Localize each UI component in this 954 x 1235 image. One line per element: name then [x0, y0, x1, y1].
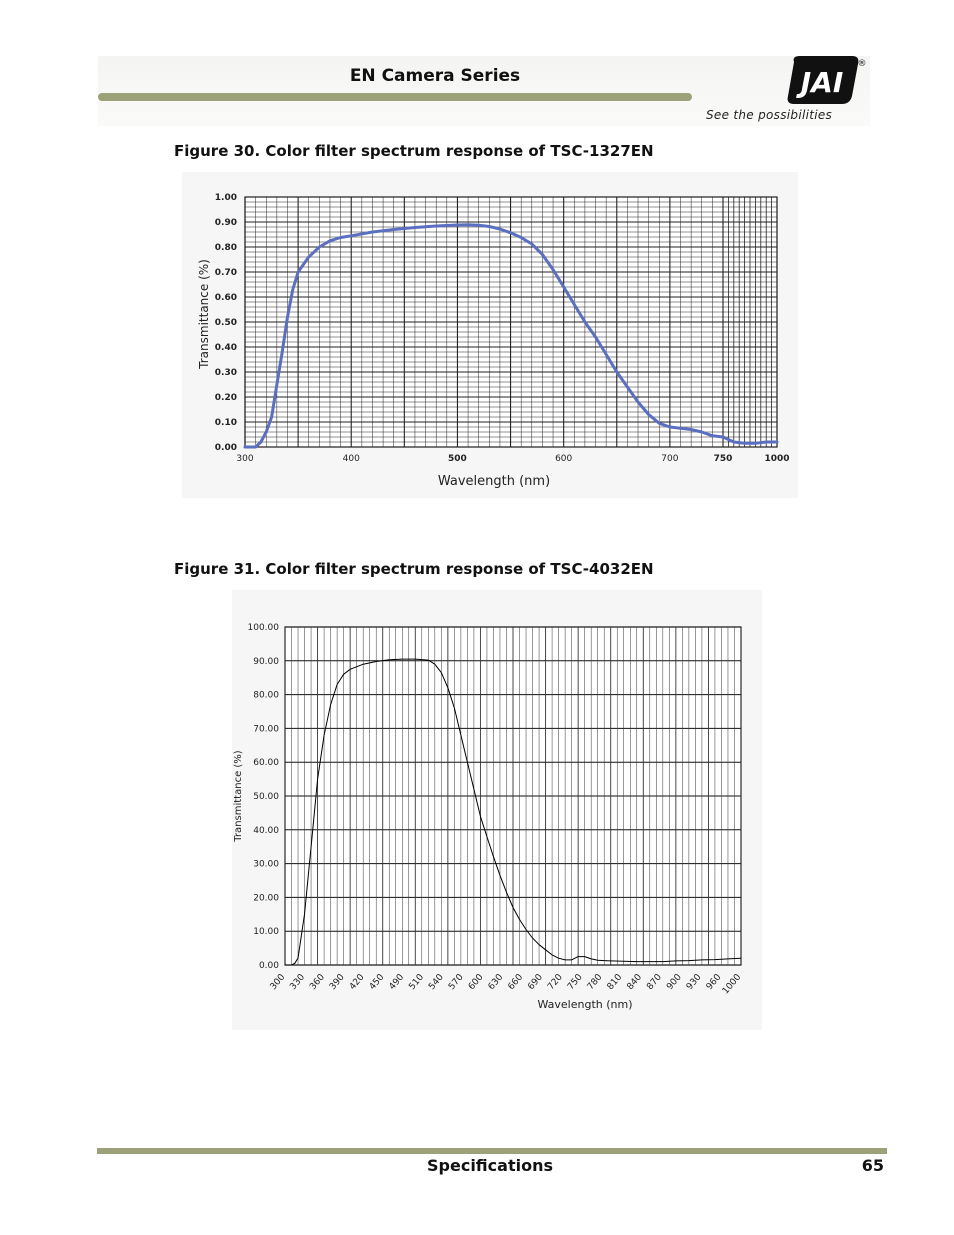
footer-rule	[97, 1148, 887, 1154]
jai-logo	[786, 54, 866, 106]
chart-2-xtick-label: 870	[645, 972, 664, 993]
chart-1-xlabel: Wavelength (nm)	[437, 474, 551, 489]
figure-30-chart	[182, 172, 798, 498]
chart-2-xtick-label: 510	[407, 972, 427, 993]
chart-2-xtick-label: 300	[268, 972, 288, 993]
chart-1-ytick-label: 0.20	[214, 393, 237, 403]
page-number: 65	[861, 1156, 884, 1175]
chart-1-ytick-label: 0.70	[214, 268, 237, 278]
chart-1-xtick-label: 1000	[764, 454, 790, 464]
chart-2-xtick-label: 960	[704, 972, 724, 993]
chart-2-xtick-label: 1000	[720, 972, 744, 997]
chart-2-xtick-label: 930	[684, 972, 704, 993]
chart-2-xtick-label: 810	[605, 972, 625, 993]
chart-2-xtick-label: 780	[585, 972, 605, 993]
chart-2-xtick-label: 490	[387, 972, 407, 993]
figure-31-chart	[232, 590, 762, 1030]
chart-2-xtick-label: 570	[447, 972, 466, 993]
chart-2-xtick-label: 600	[466, 972, 486, 993]
chart-2-svg	[232, 590, 762, 1030]
chart-2-xtick-label: 720	[546, 972, 565, 993]
chart-2-xtick-label: 450	[367, 972, 387, 993]
chart-2-xtick-label: 840	[625, 972, 645, 993]
chart-1-xtick-label: 400	[342, 454, 360, 464]
chart-2-xtick-label: 630	[486, 972, 506, 993]
chart-1-xtick-label: 750	[713, 454, 733, 464]
document-title: EN Camera Series	[349, 66, 521, 86]
chart-1-ytick-label: 0.90	[214, 218, 237, 228]
figure-31-caption: Figure 31. Color filter spectrum response of TSC-4032EN	[174, 560, 654, 578]
chart-1-xtick-label: 700	[661, 454, 679, 464]
chart-1-ytick-label: 0.40	[214, 343, 237, 353]
chart-2-xlabel: Wavelength (nm)	[537, 998, 633, 1011]
chart-2-xtick-label: 660	[506, 972, 526, 993]
chart-1-ylabel: Transmittance (%)	[197, 259, 211, 369]
chart-2-xtick-label: 390	[328, 972, 347, 993]
chart-1-ytick-label: 0.50	[214, 318, 237, 328]
chart-1-ytick-label: 0.80	[214, 243, 237, 253]
chart-2-ytick-label: 100.00	[247, 623, 279, 633]
chart-1-ytick-label: 0.00	[214, 443, 237, 453]
chart-1-xtick-label: 300	[236, 454, 254, 464]
chart-1-ytick-label: 0.60	[214, 293, 237, 303]
jai-logo-text: JAI	[800, 66, 844, 99]
chart-1-ytick-label: 1.00	[214, 193, 237, 203]
chart-2-xtick-label: 330	[288, 972, 308, 993]
registered-mark: ®	[857, 59, 866, 69]
chart-1-svg	[182, 172, 798, 498]
chart-2-xtick-label: 750	[565, 972, 585, 993]
tagline: See the possibilities	[706, 108, 833, 122]
chart-2-ytick-label: 80.00	[253, 690, 279, 701]
chart-2-ytick-label: 10.00	[253, 927, 279, 938]
chart-2-ytick-label: 40.00	[253, 825, 279, 836]
chart-2-xtick-label: 690	[526, 972, 546, 993]
chart-2-ytick-label: 20.00	[253, 893, 279, 904]
chart-2-ytick-label: 90.00	[253, 656, 279, 667]
chart-1-ytick-label: 0.10	[214, 418, 237, 428]
chart-2-ytick-label: 70.00	[253, 724, 279, 735]
chart-2-ytick-label: 30.00	[253, 859, 279, 870]
footer-section-title: Specifications	[427, 1156, 553, 1175]
chart-1-xtick-label: 500	[448, 454, 467, 464]
chart-2-ytick-label: 50.00	[253, 792, 279, 802]
figure-30-caption: Figure 30. Color filter spectrum response of TSC-1327EN	[174, 142, 654, 160]
chart-2-ylabel: Transmittance (%)	[233, 750, 244, 842]
header-rule	[98, 93, 692, 101]
chart-2-ytick-label: 0.00	[258, 961, 279, 971]
chart-2-xtick-label: 360	[308, 972, 327, 993]
chart-2-ytick-label: 60.00	[253, 758, 279, 769]
chart-2-xtick-label: 540	[427, 972, 446, 993]
chart-2-xtick-label: 900	[665, 972, 684, 993]
chart-2-grid	[285, 627, 741, 965]
chart-2-xtick-label: 420	[347, 972, 367, 993]
chart-1-ytick-label: 0.30	[214, 368, 237, 378]
chart-1-xtick-label: 600	[555, 454, 573, 464]
